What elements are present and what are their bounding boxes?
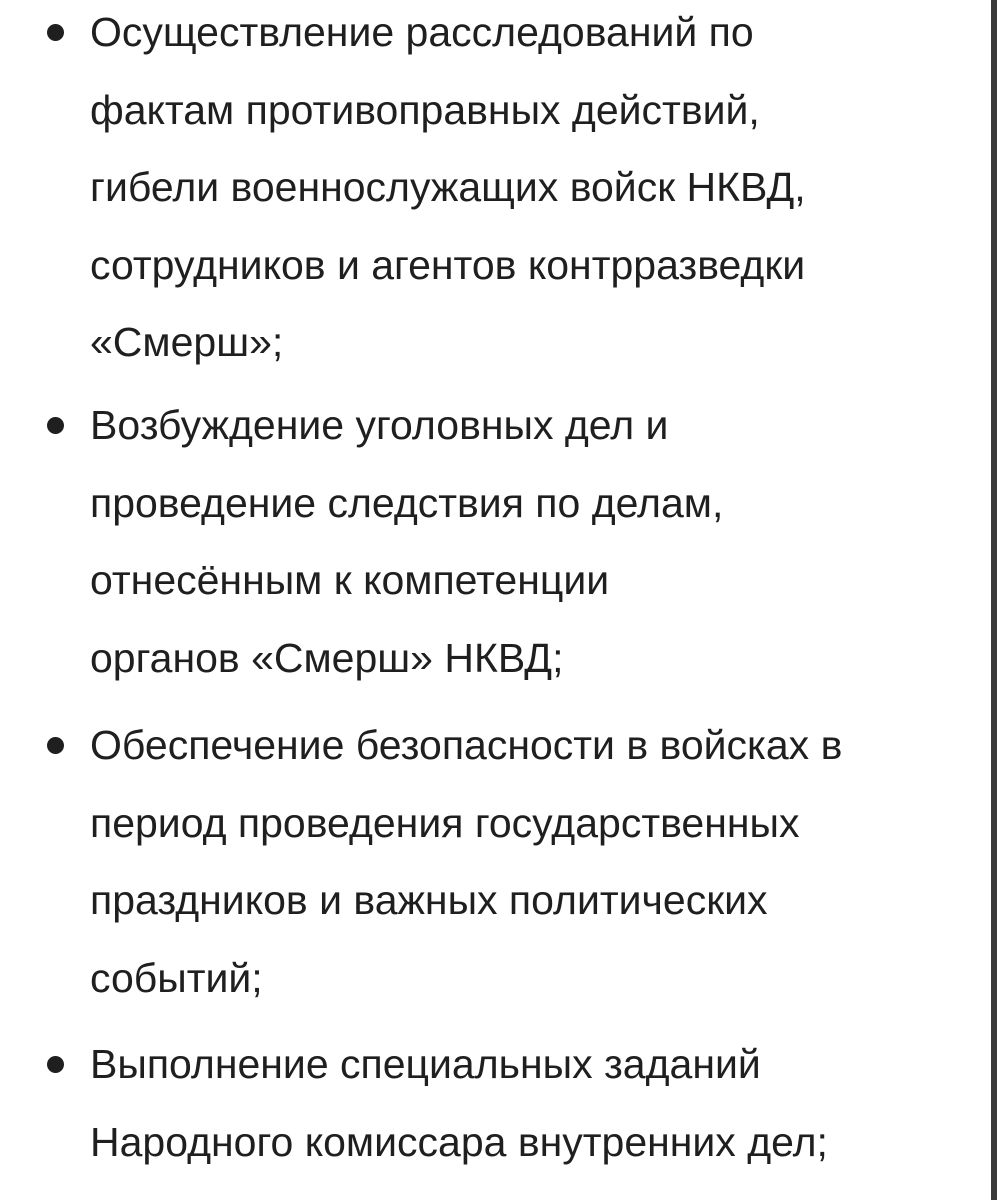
bullet-icon xyxy=(47,1056,64,1073)
list-item-line: праздников и важных политических xyxy=(90,877,768,923)
list-item-line: отнесённым к компетенции xyxy=(90,557,610,603)
list-item-line: событий; xyxy=(90,954,263,1001)
list-item-line: Выполнение специальных заданий xyxy=(90,1041,761,1087)
list-item-line: Народного комиссара внутренних дел; xyxy=(90,1118,828,1165)
list-item xyxy=(0,0,806,382)
bullet-icon xyxy=(47,737,64,754)
list-item-line: Осуществление расследований по xyxy=(90,9,754,55)
list-item xyxy=(0,707,842,1017)
list-item-line: фактам противоправных действий, xyxy=(90,86,760,133)
list-item-line: сотрудников и агентов контрразведки xyxy=(90,241,806,288)
bullet-icon xyxy=(47,417,64,434)
list-item-line: гибели военнослужащих войск НКВД, xyxy=(90,164,806,210)
list-item-line: «Смерш»; xyxy=(90,319,284,365)
list-item-line: проведение следствия по делам, xyxy=(90,479,724,526)
list-item xyxy=(0,387,723,697)
list-item-line: органов «Смерш» НКВД; xyxy=(90,634,564,681)
bullet-icon xyxy=(47,24,64,41)
list-item-line: Возбуждение уголовных дел и xyxy=(90,402,669,448)
list-item-line: период проведения государственных xyxy=(90,799,800,846)
frame-edge xyxy=(991,0,997,1200)
list-item xyxy=(0,1026,828,1181)
list-item-line: Обеспечение безопасности в войсках в xyxy=(90,722,843,768)
